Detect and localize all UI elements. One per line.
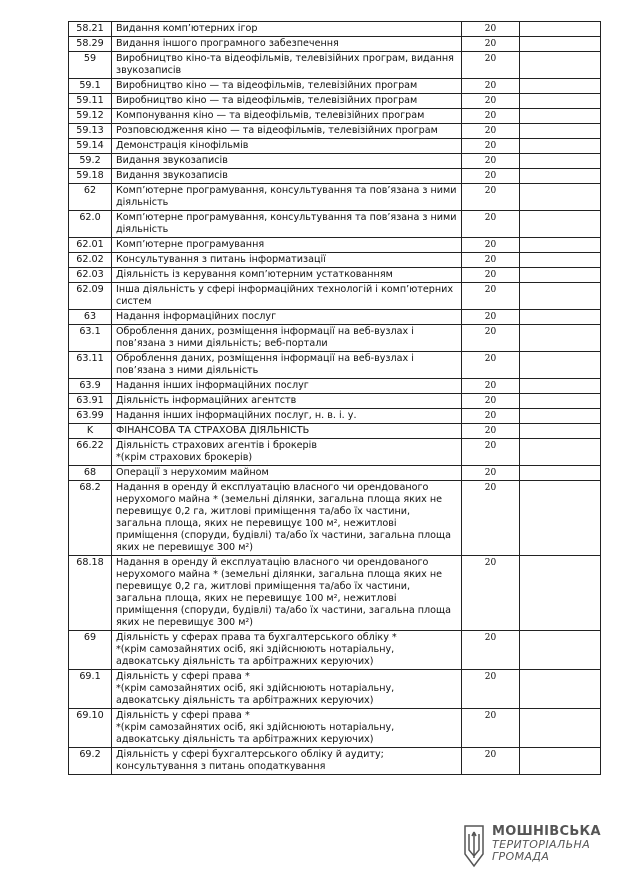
kved-table-body (69, 22, 601, 775)
row-activity-name: Компонування кіно — та відеофільмів, телевізійних програм (112, 109, 462, 124)
row-code: 59.12 (69, 109, 112, 124)
row-empty-cell (520, 211, 601, 238)
row-empty-cell (520, 169, 601, 184)
row-code: 69.10 (69, 709, 112, 748)
row-empty-cell (520, 124, 601, 139)
row-rate: 20 (462, 556, 520, 631)
table-row (69, 631, 601, 670)
row-empty-cell (520, 268, 601, 283)
table-row (69, 424, 601, 439)
row-activity-name: Комп’ютерне програмування, консультування та пов’язана з ними діяльність (112, 211, 462, 238)
row-activity-name: Надання інших інформаційних послуг (112, 379, 462, 394)
row-empty-cell (520, 253, 601, 268)
row-activity-name: Надання інших інформаційних послуг, н. в. і. у. (112, 409, 462, 424)
table-row (69, 253, 601, 268)
logo-text (492, 824, 601, 863)
row-code: 59.13 (69, 124, 112, 139)
row-rate: 20 (462, 424, 520, 439)
row-activity-name: Діяльність інформаційних агентств (112, 394, 462, 409)
table-row (69, 409, 601, 424)
row-activity-name: Видання комп’ютерних ігор (112, 22, 462, 37)
row-code: 63.9 (69, 379, 112, 394)
row-empty-cell (520, 439, 601, 466)
row-empty-cell (520, 709, 601, 748)
logo-line-1: МОШНІВСЬКА (492, 824, 601, 839)
table-row (69, 481, 601, 556)
row-code: 68.2 (69, 481, 112, 556)
row-empty-cell (520, 409, 601, 424)
table-row (69, 211, 601, 238)
row-rate: 20 (462, 379, 520, 394)
table-row (69, 22, 601, 37)
table-row (69, 238, 601, 253)
row-rate: 20 (462, 52, 520, 79)
row-activity-name: Комп’ютерне програмування (112, 238, 462, 253)
table-row (69, 556, 601, 631)
row-activity-name: Діяльність у сферах права та бухгалтерського обліку * *(крім самозайнятих осіб, які здійснюють нотаріальну, адвокатську діяльність та арбітражних керуючих) (112, 631, 462, 670)
row-code: 59.2 (69, 154, 112, 169)
row-code: 62.02 (69, 253, 112, 268)
row-code: 63.1 (69, 325, 112, 352)
row-activity-name: Демонстрація кінофільмів (112, 139, 462, 154)
row-rate: 20 (462, 211, 520, 238)
row-code: 62.09 (69, 283, 112, 310)
table-row (69, 79, 601, 94)
row-empty-cell (520, 466, 601, 481)
row-activity-name: Діяльність у сфері права * *(крім самозайнятих осіб, які здійснюють нотаріальну, адвокатську діяльність та арбітражних керуючих) (112, 709, 462, 748)
row-empty-cell (520, 184, 601, 211)
row-rate: 20 (462, 409, 520, 424)
row-code: 62 (69, 184, 112, 211)
row-empty-cell (520, 154, 601, 169)
row-activity-name: Видання іншого програмного забезпечення (112, 37, 462, 52)
row-rate: 20 (462, 631, 520, 670)
row-rate: 20 (462, 481, 520, 556)
community-logo (462, 824, 612, 868)
row-rate: 20 (462, 184, 520, 211)
row-rate: 20 (462, 94, 520, 109)
row-code: 69.1 (69, 670, 112, 709)
table-row (69, 439, 601, 466)
row-activity-name: Виробництво кіно — та відеофільмів, телевізійних програм (112, 94, 462, 109)
row-code: 63.91 (69, 394, 112, 409)
trident-emblem-icon (462, 824, 486, 868)
table-row (69, 394, 601, 409)
row-code: 68.18 (69, 556, 112, 631)
row-rate: 20 (462, 466, 520, 481)
table-row (69, 670, 601, 709)
row-code: 68 (69, 466, 112, 481)
table-row (69, 139, 601, 154)
row-code: 59.14 (69, 139, 112, 154)
row-empty-cell (520, 109, 601, 124)
row-empty-cell (520, 748, 601, 775)
table-row (69, 466, 601, 481)
row-empty-cell (520, 424, 601, 439)
row-code: 69.2 (69, 748, 112, 775)
row-rate: 20 (462, 253, 520, 268)
row-rate: 20 (462, 154, 520, 169)
row-activity-name: ФІНАНСОВА ТА СТРАХОВА ДІЯЛЬНІСТЬ (112, 424, 462, 439)
row-code: 58.21 (69, 22, 112, 37)
row-empty-cell (520, 283, 601, 310)
table-row (69, 94, 601, 109)
row-rate: 20 (462, 352, 520, 379)
row-activity-name: Діяльність із керування комп’ютерним устаткованням (112, 268, 462, 283)
row-empty-cell (520, 22, 601, 37)
row-code: 59.1 (69, 79, 112, 94)
row-code: 63.99 (69, 409, 112, 424)
table-row (69, 379, 601, 394)
table-row (69, 124, 601, 139)
row-activity-name: Розповсюдження кіно — та відеофільмів, телевізійних програм (112, 124, 462, 139)
row-rate: 20 (462, 439, 520, 466)
logo-line-3: ГРОМАДА (492, 850, 550, 863)
row-rate: 20 (462, 37, 520, 52)
row-rate: 20 (462, 109, 520, 124)
row-code: 59.18 (69, 169, 112, 184)
row-activity-name: Видання звукозаписів (112, 169, 462, 184)
row-activity-name: Консультування з питань інформатизації (112, 253, 462, 268)
row-activity-name: Виробництво кіно — та відеофільмів, телевізійних програм (112, 79, 462, 94)
row-empty-cell (520, 79, 601, 94)
row-activity-name: Інша діяльність у сфері інформаційних технологій і комп’ютерних систем (112, 283, 462, 310)
table-row (69, 283, 601, 310)
row-activity-name: Діяльність у сфері бухгалтерського обліку й аудиту; консультування з питань оподаткування (112, 748, 462, 775)
row-rate: 20 (462, 268, 520, 283)
table-row (69, 748, 601, 775)
row-code: 58.29 (69, 37, 112, 52)
row-rate: 20 (462, 310, 520, 325)
row-empty-cell (520, 310, 601, 325)
row-code: 66.22 (69, 439, 112, 466)
row-rate: 20 (462, 169, 520, 184)
row-code: 62.03 (69, 268, 112, 283)
table-row (69, 268, 601, 283)
row-rate: 20 (462, 394, 520, 409)
row-empty-cell (520, 139, 601, 154)
row-activity-name: Виробництво кіно-та відеофільмів, телевізійних програм, видання звукозаписів (112, 52, 462, 79)
table-row (69, 154, 601, 169)
table-row (69, 325, 601, 352)
row-rate: 20 (462, 748, 520, 775)
table-row (69, 184, 601, 211)
row-code: 62.01 (69, 238, 112, 253)
row-activity-name: Діяльність у сфері права * *(крім самозайнятих осіб, які здійснюють нотаріальну, адвокатську діяльність та арбітражних керуючих) (112, 670, 462, 709)
row-activity-name: Надання в оренду й експлуатацію власного чи орендованого нерухомого майна * (земельні ділянки, загальна площа яких не перевищує 0,2 га, житлові приміщення та/або їх частини, загальна площа, яких не перевищує 100 м², нежитлові приміщення (споруди, будівлі) та/або їх частини, загальна площа яких не перевищує 300 м²) (112, 481, 462, 556)
row-code: 62.0 (69, 211, 112, 238)
row-empty-cell (520, 352, 601, 379)
row-activity-name: Операції з нерухомим майном (112, 466, 462, 481)
row-code: K (69, 424, 112, 439)
row-rate: 20 (462, 79, 520, 94)
row-activity-name: Оброблення даних, розміщення інформації на веб-вузлах і пов’язана з ними діяльність; веб-портали (112, 325, 462, 352)
table-row (69, 109, 601, 124)
row-code: 59 (69, 52, 112, 79)
row-empty-cell (520, 379, 601, 394)
row-empty-cell (520, 670, 601, 709)
table-row (69, 37, 601, 52)
row-activity-name: Оброблення даних, розміщення інформації на веб-вузлах і пов’язана з ними діяльність (112, 352, 462, 379)
row-code: 63.11 (69, 352, 112, 379)
row-activity-name: Комп’ютерне програмування, консультування та пов’язана з ними діяльність (112, 184, 462, 211)
row-code: 69 (69, 631, 112, 670)
row-empty-cell (520, 52, 601, 79)
row-rate: 20 (462, 709, 520, 748)
table-row (69, 310, 601, 325)
row-code: 59.11 (69, 94, 112, 109)
row-activity-name: Надання інформаційних послуг (112, 310, 462, 325)
row-empty-cell (520, 325, 601, 352)
row-activity-name: Видання звукозаписів (112, 154, 462, 169)
table-row (69, 169, 601, 184)
row-empty-cell (520, 481, 601, 556)
row-rate: 20 (462, 238, 520, 253)
kved-table (68, 21, 601, 775)
row-empty-cell (520, 631, 601, 670)
row-empty-cell (520, 394, 601, 409)
table-row (69, 352, 601, 379)
table-row (69, 709, 601, 748)
row-rate: 20 (462, 139, 520, 154)
logo-line-2: ТЕРИТОРІАЛЬНА (492, 838, 591, 851)
row-activity-name: Діяльність страхових агентів і брокерів *(крім страхових брокерів) (112, 439, 462, 466)
row-empty-cell (520, 37, 601, 52)
row-rate: 20 (462, 325, 520, 352)
table-row (69, 52, 601, 79)
row-empty-cell (520, 556, 601, 631)
row-rate: 20 (462, 124, 520, 139)
row-code: 63 (69, 310, 112, 325)
row-activity-name: Надання в оренду й експлуатацію власного чи орендованого нерухомого майна * (земельні ділянки, загальна площа яких не перевищує 0,2 га, житлові приміщення та/або їх частини, загальна площа, яких не перевищує 100 м², нежитлові приміщення (споруди, будівлі) та/або їх частини, загальна площа яких не перевищує 300 м²) (112, 556, 462, 631)
row-empty-cell (520, 238, 601, 253)
row-empty-cell (520, 94, 601, 109)
row-rate: 20 (462, 670, 520, 709)
row-rate: 20 (462, 22, 520, 37)
row-rate: 20 (462, 283, 520, 310)
